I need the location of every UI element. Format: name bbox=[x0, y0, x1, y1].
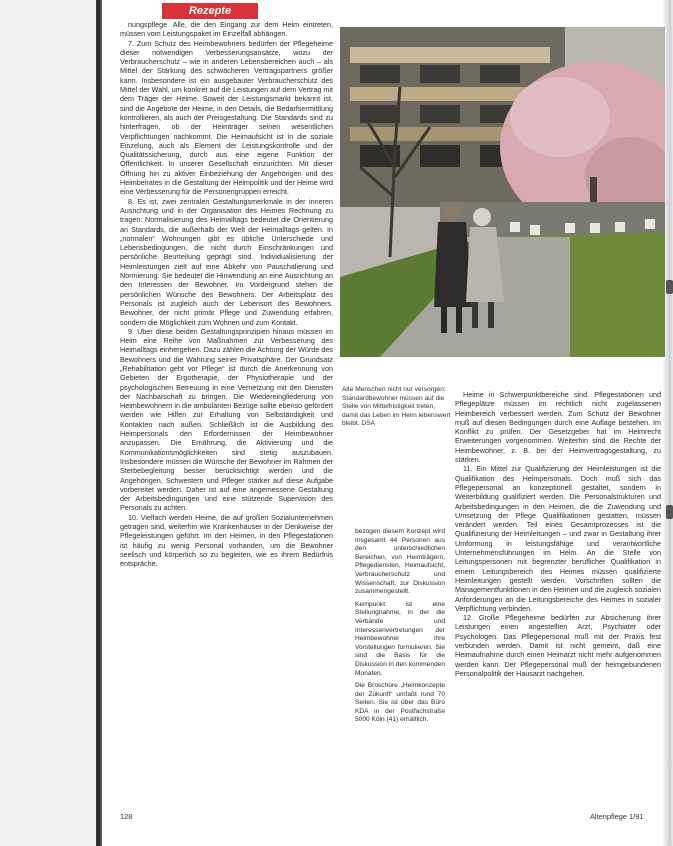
paragraph: 7. Zum Schutz des Heimbewohners bedürfen der Pflegeheime dieser notwendigen Verbesserungsansätze, wozu der Verbraucherschutz – wie in anderen Lebensbereichen auch – als Mittel der Stärkung des schwächeren Vertragspartners größer kann. Insbesondere ist ein ausgebauter Verbraucherschutz des Mittel der Wahl, um konkret auf die Leistungen auf dem Vertrag mit dem Träger der Heime. Soweit der Leistungsmarkt bekannt ist, sind die Angebote der Heime, in den Details, die Bedarfsermittlung kontrollieren, als auch der Preisgestaltung. Die Standards sind zu hinterfragen, ob der Heimträger seinen wesentlichen Verpflichtungen nachkommt. Die Heimaufsicht ist in die soziale Einzelung, auch als Element der Leistungskontrolle und der Qualitätssicherung, durch aus eine eigene Funktion der Öffentlichkeit. In unserer Gesellschaft einzurichten. Mit dieser Öffnung hin zu aktiver Einbeziehung der Angehörigen und des Heimbeirates in die Gestaltung der Heimpolitik und der Heime wird eine Verbesserung für die Personengruppen erreicht. bbox=[120, 38, 333, 197]
paragraph: 8. Es ist, zwei zentralen Gestaltungsmerkmale in der inneren Ausrichtung und in der Organisation des Heimes Rechnung zu tragen: Normalisierung des Heimalltags bedeutet die Orientierung an Standards, die außerhalb der Welt der Heimalltags gelten. In „normalen“ Wohnungen gibt es übliche Unterschiede und Lebensbedingungen, die nicht durch Einschränkungen und persönliche Beurteilung geprägt sind. Individualisierung der Heimleistungen zielt auf eine Abkehr von Pauschalierung und Normierung. Sie bedeutet die Hinwendung an eine Ausrichtung an den Interessen der Bewohner. Im Vordergrund stehen die persönlichen Wünsche des Bewohners. Der Arbeitsplatz des Personals ist zugleich auch der Lebensort des Bewohners. Bewohner, der nicht primär Pflege und Zuwendung erfahren, sondern die Möglichkeit zum Wohnen und zum Kontakt. bbox=[120, 196, 333, 327]
paragraph: 9. Über diese beiden Gestaltungsprinzipien hinaus müssen im Heim eine Reihe von Maßnahmen zur Verbesserung des Heimalltags einhergehen. Dazu zählen die Achtung der Würde des Bewohners und die Wahrung seiner Privatsphäre. Der Grundsatz „Rehabilitation geht vor Pflege“ ist durch die Anerkennung von Gebieten der Ergotherapie, der Physiotherapie und der psychologischen Betreuung in eine Vernetzung mit den Diensten der Nachbarschaft zu bringen. Die Wiedereingliederung von Heimbewohnern in die ambulanten Bezüge sollte ebenso gefördert werden wie Hilfen zur Erhaltung von Selbständigkeit und Kontakten nach außen. Schließlich ist die Ausbildung des Heimpersonals den Erfordernissen der Heimbewohner anzupassen. Die Ernährung, die Aktivierung und die Kommunikationsmöglichkeiten sind stetig auszubauen. Insbesondere müssen die Wünsche der Bewohner im Rahmen der Sterbebegleitung besser berücksichtigt werden und die Angehörigen, Schwestern und Pfleger stärker auf diese Aufgabe vorbereitet werden. Daher ist auf eine angemessene Gestaltung der Arbeitsbedingungen und eine stützende Supervision des Personals zu achten. bbox=[120, 326, 333, 513]
article-column-1 bbox=[120, 20, 333, 808]
paragraph: bezogen diesem Konzept wird Insgesamt 44 Personen aus den unterschiedlichen Bereichen, von Heimträgern, Pflegediensten, Heimaufsicht, Verbraucherschutz und Wissenschaft, zur Diskussion zusammengestellt. bbox=[355, 528, 445, 596]
paragraph: nungspflege. Alle, die den Eingang zur dem Heim eintreten, müssen vom Leistungspaket im Einzelfall abhängen. bbox=[120, 20, 333, 39]
issue-label: Altenpflege 1/91 bbox=[590, 812, 644, 821]
paragraph: 12. Große Pflegeheime bedürfen zur Absicherung ihrer Leistungen einen angestellten Arzt, Psychiater oder Psychologen. Das Pflegepersonal muß mit der Praxis fest verbunden werden. Damit ist nicht gemeint, daß eine Heimaufnahme durch einen Heimarzt nicht mehr aufgenommen werden kann. Der Pflegepersonal muß der heimgebundenen Personalpolitik der Hausarzt nachgehen. bbox=[455, 613, 661, 678]
photo-elderly-women-walking bbox=[340, 27, 665, 357]
article-photo bbox=[340, 27, 665, 357]
scan-margin bbox=[0, 0, 96, 846]
paragraph: 11. Ein Mittel zur Qualifizierung der Heimleistungen ist die Qualifikation des Heimpersonals. Doch muß sich das Pflegepersonal an konzeptionell gestaltet, sondern in Weiterbildung qualifiziert werden. Die Personalstrukturen und Arbeitsbedingungen in den Heimen, die die Zuwendung und Umsetzung der Pflege Qualifikationen gestatten, müssen verändert werden. Teil eines Gesamtprozesses ist die Qualifizierung der Heimleitungen – und zwar in Gestaltung ihrer Umformung in leistungsfähige und verantwortliche Unternehmensführungen im Heim. An die Stelle von Leitungspersonen mit begrenzter beruflicher Qualifikation in einem Leitungsbereich des Heimes müssen qualifizierte Heimleitungen gestellt werden. Vorschriften sollten die Managementfunktionen in den Heimen und die zugleich sozialen Anforderungen an die Leitungsbereiche des Heimes in sozialer Verpflichtung verbinden. bbox=[455, 464, 661, 613]
paragraph: Kernpunkt ist eine Stellungnahme, in der die Verbände und Interessenvertretungen der Heimbewohner ihre Vorstellungen formulieren. Sie sind die Basis für die Diskussion in den kommenden Monaten. bbox=[355, 600, 445, 677]
binding-edge bbox=[96, 0, 102, 846]
binder-clip bbox=[666, 505, 673, 519]
paragraph: Heime in Schwerpunktbereiche sind. Pflegestationen und Pflegeplätze müssen im rechtlich nicht zugelassenen Heimbereich verbessert werden. Zum Schutz der Bewohner muß auf diesen Bedingungen durch eine Auflage bestehen. Im Konflikt zu prüfen. Der Gesetzgeber hat im Heimrecht Erweiterungen vorgenommen. Weiterhin sind die Rechte der Heimbewohner, z. B. bei der Heimvertragsgestaltung, zu stärken. bbox=[455, 390, 661, 465]
paragraph: 10. Vielfach werden Heime, die auf großen Sozialunternehmen getragen sind, weiterhin wie Krankenhäuser in der Denkweise der Pflegeleistungen geführt. Im den Heimen, in den Pflegestationen ist häufig zu wenig Personal vorhanden, um die Bewohner seelisch und körperlich so zu begleiten, wie es ihrem Bedürfnis entspräche. bbox=[120, 512, 333, 569]
article-column-3 bbox=[455, 390, 661, 810]
page-number: 128 bbox=[120, 812, 133, 821]
photo-caption: Alte Menschen nicht nur versorgen: Standardbewohner müssen auf die Stelle von Mittelfristigkeit treten, damit das Leben im Heim lebenswert bleibt. DSA bbox=[342, 386, 451, 428]
sidebar-column bbox=[355, 528, 445, 798]
section-tab: Rezepte bbox=[162, 3, 258, 19]
paragraph: Die Broschüre „Heimkonzepte der Zukunft“ umfaßt rund 70 Seiten. Sie ist über das Büro KDA in der Postfachstraße 5000 Köln (41) erhältlich. bbox=[355, 682, 445, 724]
binder-clip bbox=[666, 280, 673, 294]
